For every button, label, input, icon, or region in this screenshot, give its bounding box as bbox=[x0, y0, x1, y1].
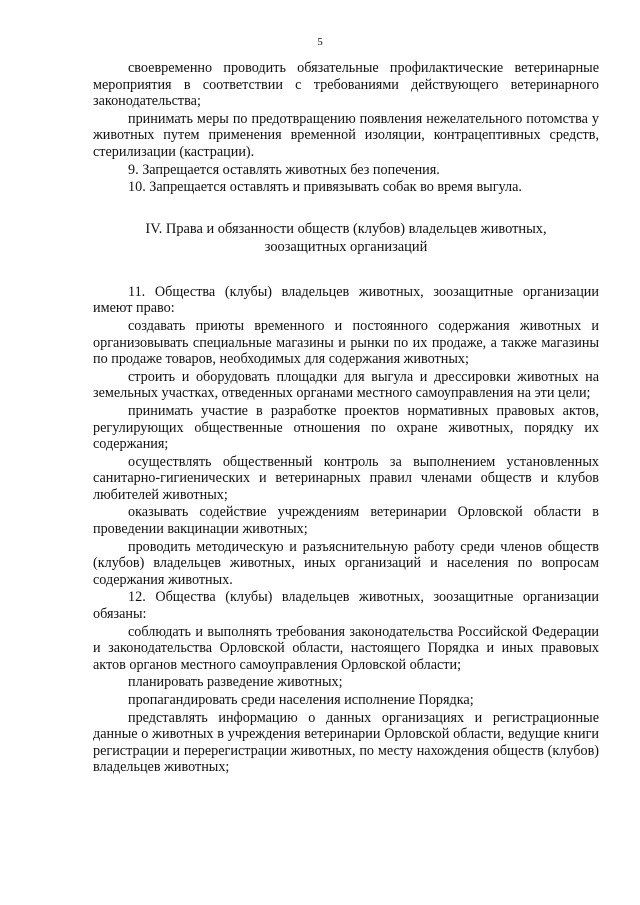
section-heading-line: IV. Права и обязанности обществ (клубов) владельцев животных, bbox=[145, 220, 547, 237]
paragraph: 10. Запрещается оставлять и привязывать собак во время выгула. bbox=[128, 179, 522, 196]
paragraph: осуществлять общественный контроль за выполнением установленных санитарно-гигиенических и ветеринарных правил членами обществ и клубов любителей животных; bbox=[93, 453, 599, 503]
page-content bbox=[93, 60, 599, 777]
section-heading bbox=[93, 220, 599, 256]
paragraph: 11. Общества (клубы) владельцев животных, зоозащитные организации имеют право: bbox=[93, 283, 599, 317]
paragraph: своевременно проводить обязательные профилактические ветеринарные мероприятия в соответствии с требованиями действующего ветеринарного законодательства; bbox=[93, 60, 599, 110]
page-number: 5 bbox=[317, 36, 323, 48]
paragraph: проводить методическую и разъяснительную работу среди членов обществ (клубов) владельцев животных, иных организаций и населения по вопросам содержания животных. bbox=[93, 538, 599, 588]
paragraph: строить и оборудовать площадки для выгула и дрессировки животных на земельных участках, отведенных органами местного самоуправления на эти цели; bbox=[93, 368, 599, 402]
paragraph: представлять информацию о данных организациях и регистрационные данные о животных в учреждения ветеринарии Орловской области, ведущие книги регистрации и перерегистрации животных, по месту нахождения обществ (клубов) владельцев животных; bbox=[93, 709, 599, 776]
paragraph: планировать разведение животных; bbox=[128, 674, 343, 691]
paragraph: принимать меры по предотвращению появления нежелательного потомства у животных путем применения временной изоляции, контрацептивных средств, стерилизации (кастрации). bbox=[93, 110, 599, 160]
paragraph: пропагандировать среди населения исполнение Порядка; bbox=[128, 692, 474, 708]
section-heading-line: зоозащитных организаций bbox=[264, 238, 428, 255]
paragraph: оказывать содействие учреждениям ветеринарии Орловской области в проведении вакцинации животных; bbox=[93, 504, 599, 538]
paragraph: создавать приюты временного и постоянного содержания животных и организовывать специальные магазины и рынки по их продаже, а также магазины по продаже товаров, необходимых для содержания животных; bbox=[93, 317, 599, 368]
paragraph: 12. Общества (клубы) владельцев животных, зоозащитные организации обязаны: bbox=[93, 589, 599, 623]
paragraph: соблюдать и выполнять требования законодательства Российской Федерации и законодательства Орловской области, настоящего Порядка и иных правовых актов органов местного самоуправления Орловской области; bbox=[93, 623, 599, 673]
paragraph: принимать участие в разработке проектов нормативных правовых актов, регулирующих общественные отношения по охране животных, порядку их содержания; bbox=[93, 402, 599, 453]
paragraph: 9. Запрещается оставлять животных без попечения. bbox=[128, 161, 440, 178]
